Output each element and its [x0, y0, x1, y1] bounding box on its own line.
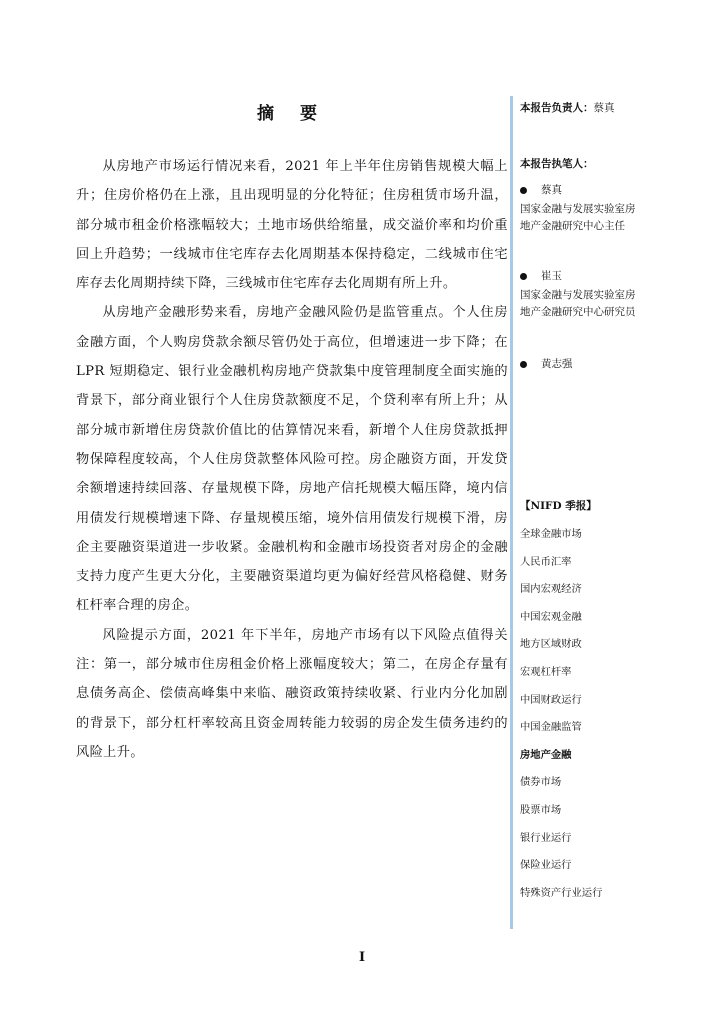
- page-number: I: [358, 950, 366, 965]
- abstract-paragraph-risk: 风险提示方面，2021 年下半年，房地产市场有以下风险点值得关注：第一，部分城市住房租金价格上涨幅度较大；第二，在房企存量有息债务高企、偿债高峰集中来临、融资政策持续收紧、行业内分化加剧的背景下，部分杠杆率较高且资金周转能力较弱的房企发生债务违约的风险上升。: [76, 627, 508, 760]
- responsible-label: 本报告负责人：: [520, 102, 594, 114]
- nifd-item: 全球金融市场: [520, 528, 582, 540]
- nifd-item-current: 房地产金融: [520, 748, 572, 761]
- author-affiliation: 国家金融与发展实验室房地产金融研究中心主任: [520, 203, 636, 232]
- abstract-paragraph-market: 从房地产市场运行情况来看，2021 年上半年住房销售规模大幅上升；住房价格仍在上涨，且出现明显的分化特征；住房租赁市场升温，部分城市租金价格涨幅较大；土地市场供给缩量，成交溢价率和均价重回上升趋势；一线城市住宅库存去化周期基本保持稳定，二线城市住宅库存去化周期持续下降，三线城市住宅库存去化周期有所上升。: [76, 159, 508, 292]
- abstract-title: 摘 要: [257, 104, 327, 124]
- bullet-icon: [520, 361, 527, 368]
- sidebar-divider: [510, 96, 513, 929]
- author-affiliation: 国家金融与发展实验室房地产金融研究中心研究员: [520, 289, 636, 318]
- author-name: 蔡真: [541, 184, 562, 196]
- nifd-item: 股票市场: [520, 803, 562, 816]
- nifd-item: 国内宏观经济: [520, 583, 582, 596]
- nifd-item: 人民币汇率: [520, 555, 572, 568]
- nifd-item: 中国金融监管: [520, 721, 582, 734]
- abstract-paragraph-finance: 从房地产金融形势来看，房地产金融风险仍是监管重点。个人住房金融方面，个人购房贷款余额尽管仍处于高位，但增速进一步下降；在 LPR 短期稳定、银行业金融机构房地产贷款集中度管理制度全面实施的背景下，部分商业银行个人住房贷款额度不足，个贷利率有所上升；从部分城市新增住房贷款价值比的估算情况来看，新增个人住房贷款抵押物保障程度较高，个人住房贷款整体风险可控。房企融资方面，开发贷余额增速持续回落、存量规模下降，房地产信托规模大幅压降，境内信用债发行规模增速下降、存量规模压缩，境外信用债发行规模下滑，房企主要融资渠道进一步收紧。金融机构和金融市场投资者对房企的金融支持力度产生更大分化，主要融资渠道均更为偏好经营风格稳健、财务杠杆率合理的房企。: [76, 305, 508, 614]
- writers-heading: 本报告执笔人：: [520, 158, 594, 170]
- abstract-section: [76, 98, 508, 767]
- nifd-item: 特殊资产行业运行: [520, 886, 603, 899]
- bullet-icon: [520, 273, 527, 280]
- responsible-name: 蔡真: [593, 102, 615, 114]
- author-item: [520, 268, 644, 321]
- author-item: [520, 182, 644, 235]
- nifd-report-list: [520, 526, 602, 912]
- author-name: 崔玉: [541, 270, 562, 282]
- nifd-item: 中国财政运行: [520, 693, 582, 706]
- nifd-heading: 【NIFD 季报】: [520, 500, 597, 512]
- author-name: 黄志强: [541, 358, 573, 370]
- report-responsible: [520, 100, 615, 117]
- nifd-item: 中国宏观金融: [520, 610, 582, 623]
- nifd-item: 债券市场: [520, 776, 562, 789]
- bullet-icon: [520, 187, 527, 194]
- nifd-item: 银行业运行: [520, 831, 572, 844]
- nifd-item: 地方区域财政: [520, 638, 582, 651]
- nifd-item: 保险业运行: [520, 859, 572, 872]
- nifd-item: 宏观杠杆率: [520, 665, 572, 678]
- author-item: [520, 356, 644, 373]
